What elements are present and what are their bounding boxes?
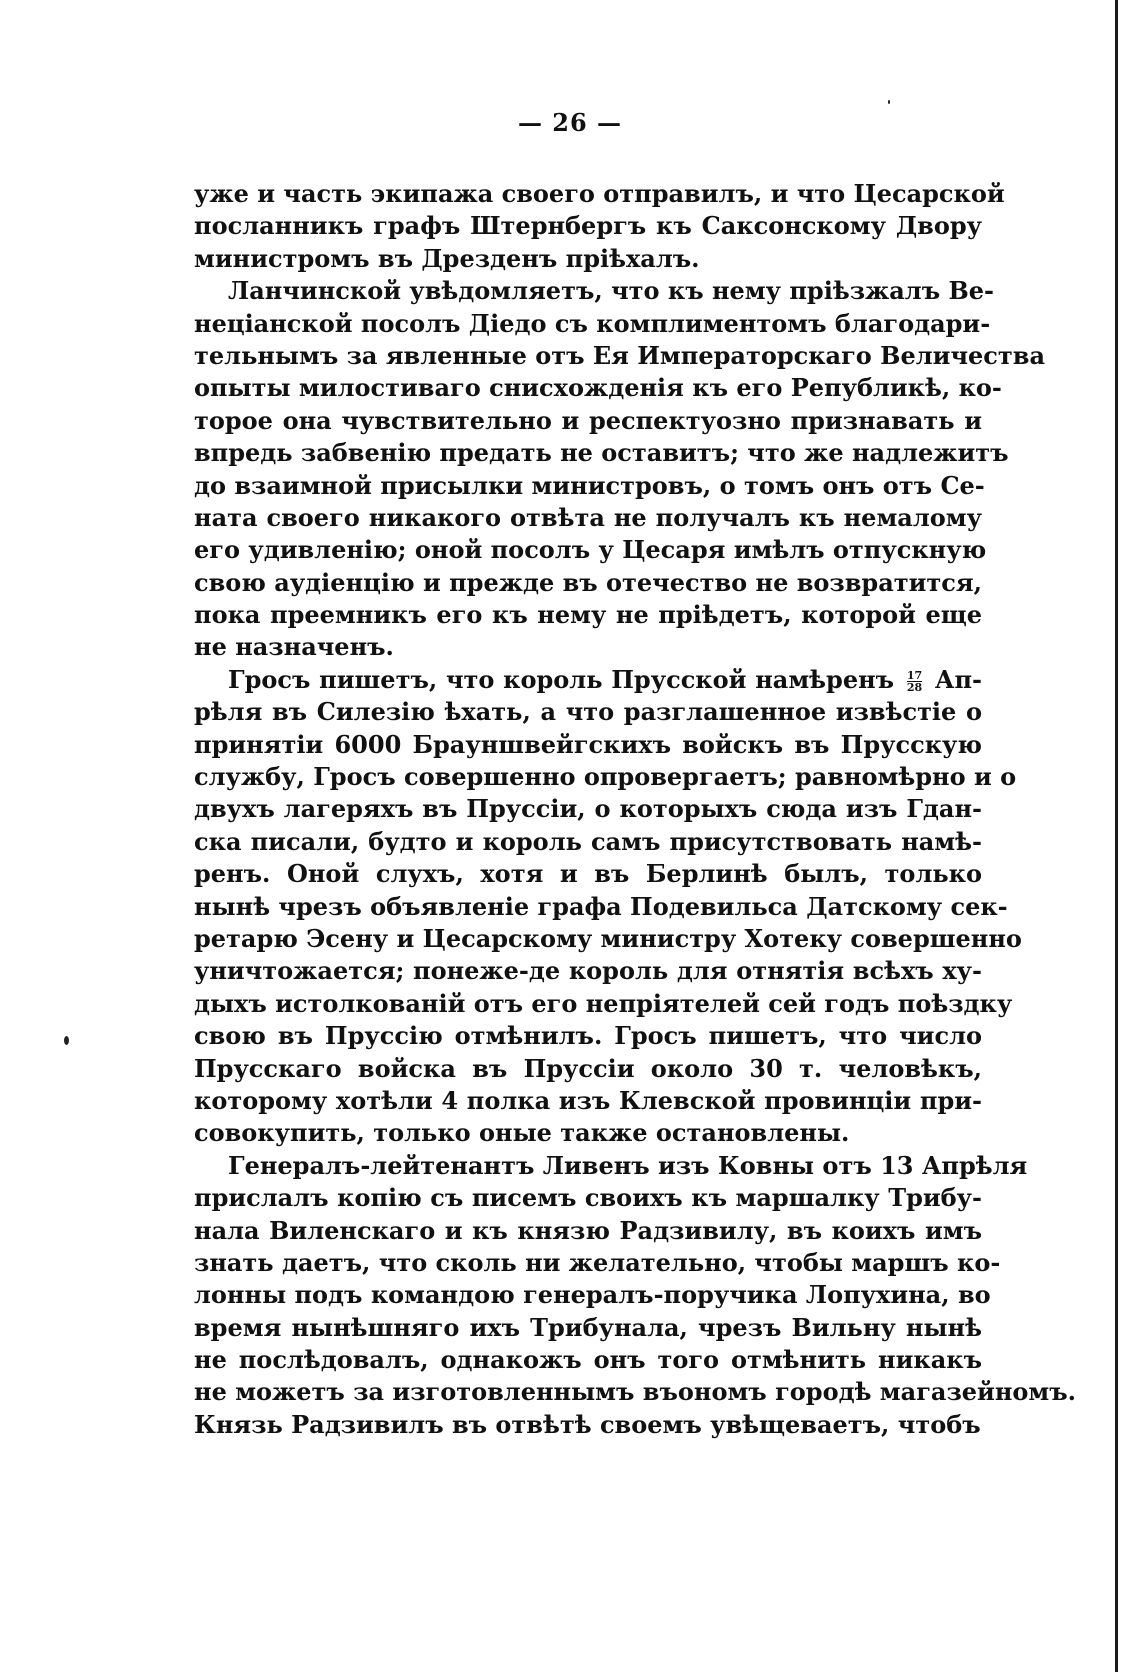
paragraph bbox=[194, 275, 1045, 664]
scan-speck bbox=[64, 1036, 69, 1045]
scan-speck bbox=[888, 100, 890, 104]
text-line: службу, Гросъ совершенно опровергаетъ; равномѣрно и о bbox=[194, 762, 1017, 792]
text-line: рѣля въ Силезію ѣхать, а что разглашенное извѣстіе о bbox=[194, 697, 982, 727]
text-line: Гросъ пишетъ, что король Прусской намѣренъ $\frac{17}{28}$ Ап- bbox=[228, 664, 982, 694]
fraction-denominator: 28 bbox=[906, 680, 923, 694]
text-line: пока преемникъ его къ нему не пріѣдетъ, которой еще bbox=[194, 600, 982, 630]
text-line: не послѣдовалъ, однакожъ онъ того отмѣнить никакъ bbox=[194, 1345, 982, 1375]
text-line: прислалъ копію съ писемъ своихъ къ маршалку Трибу- bbox=[194, 1183, 982, 1213]
text-line: уже и часть экипажа своего отправилъ, и что Цесарской bbox=[194, 179, 1005, 208]
text-line: посланникъ графъ Штернбергъ къ Саксонскому Двору bbox=[194, 211, 982, 241]
text-line: тельнымъ за явленные отъ Ея Императорскаго Величества bbox=[194, 340, 1045, 370]
text-line: ната своего никакого отвѣта не получалъ къ немалому bbox=[194, 502, 982, 532]
text-line: нала Виленскаго и къ князю Радзивилу, въ коихъ имъ bbox=[194, 1215, 982, 1245]
page-body-text bbox=[194, 178, 1077, 1441]
text-line: Генералъ-лейтенантъ Ливенъ изъ Ковны отъ 13 Апрѣля bbox=[228, 1150, 1028, 1180]
text-line: лонны подъ командою генералъ-поручика Лопухина, во bbox=[194, 1280, 991, 1310]
text-line: опыты милостиваго снисхожденія къ его Републикѣ, ко- bbox=[194, 373, 1002, 403]
text-line: Прусскаго войска въ Пруссіи около 30 т. человѣкъ, bbox=[194, 1053, 982, 1083]
paragraph bbox=[194, 1150, 1077, 1442]
paragraph bbox=[194, 664, 1022, 1150]
text-line: дыхъ истолкованій отъ его непріятелей сей годъ поѣздку bbox=[194, 988, 1013, 1018]
text-line: не можетъ за изготовленнымъ въономъ городѣ магазейномъ. bbox=[194, 1377, 1077, 1407]
text-line: его удивленію; оной посолъ у Цесаря имѣлъ отпускную bbox=[194, 535, 987, 565]
text-line: до взаимной присылки министровъ, о томъ онъ отъ Се- bbox=[194, 470, 985, 500]
page-number: — 26 — bbox=[517, 108, 623, 137]
text-line: впредь забвенію предать не оставитъ; что же надлежитъ bbox=[194, 438, 1009, 468]
text-line: нынѣ чрезъ объявленіе графа Подевильса Датскому сек- bbox=[194, 891, 1008, 921]
text-line: ска писали, будто и король самъ присутствовать намѣ- bbox=[194, 826, 982, 856]
text-line: свою аудіенцію и прежде въ отечество не возвратится, bbox=[194, 567, 982, 597]
text-line: не назначенъ. bbox=[194, 632, 394, 662]
text-line: которому хотѣли 4 полка изъ Клевской провинціи при- bbox=[194, 1085, 982, 1115]
text-line: знать даетъ, что сколь ни желательно, чтобы маршъ ко- bbox=[194, 1247, 1001, 1277]
text-line: уничтожается; понеже-де король для отнятія всѣхъ ху- bbox=[194, 956, 982, 986]
text-line: торое она чувствительно и респектуозно признавать и bbox=[194, 405, 982, 435]
text-line: Князь Радзивилъ въ отвѣтѣ своемъ увѣщеваетъ, чтобъ bbox=[194, 1409, 981, 1439]
date-fraction bbox=[907, 670, 922, 693]
text-line: неціанской посолъ Діедо съ комплиментомъ благодари- bbox=[194, 308, 991, 338]
scan-page-edge bbox=[1115, 0, 1118, 1672]
text-line: ретарю Эсену и Цесарскому министру Хотеку совершенно bbox=[194, 923, 1022, 953]
fraction-numerator: 17 bbox=[906, 668, 923, 682]
text-line: свою въ Пруссію отмѣнилъ. Гросъ пишетъ, что число bbox=[194, 1021, 982, 1051]
text-line: двухъ лагеряхъ въ Пруссіи, о которыхъ сюда изъ Гдан- bbox=[194, 794, 982, 824]
text-line: Ланчинской увѣдомляетъ, что къ нему пріѣзжалъ Ве- bbox=[228, 276, 995, 306]
text-line: время нынѣшняго ихъ Трибунала, чрезъ Вильну нынѣ bbox=[194, 1312, 982, 1342]
text-line: принятіи 6000 Брауншвейгскихъ войскъ въ Прусскую bbox=[194, 729, 982, 759]
text-line: министромъ въ Дрезденъ пріѣхалъ. bbox=[194, 243, 700, 273]
paragraph bbox=[194, 178, 1005, 275]
text-line: ренъ. Оной слухъ, хотя и въ Берлинѣ былъ, только bbox=[194, 859, 982, 889]
text-line: совокупить, только оные также остановлены. bbox=[194, 1118, 850, 1148]
